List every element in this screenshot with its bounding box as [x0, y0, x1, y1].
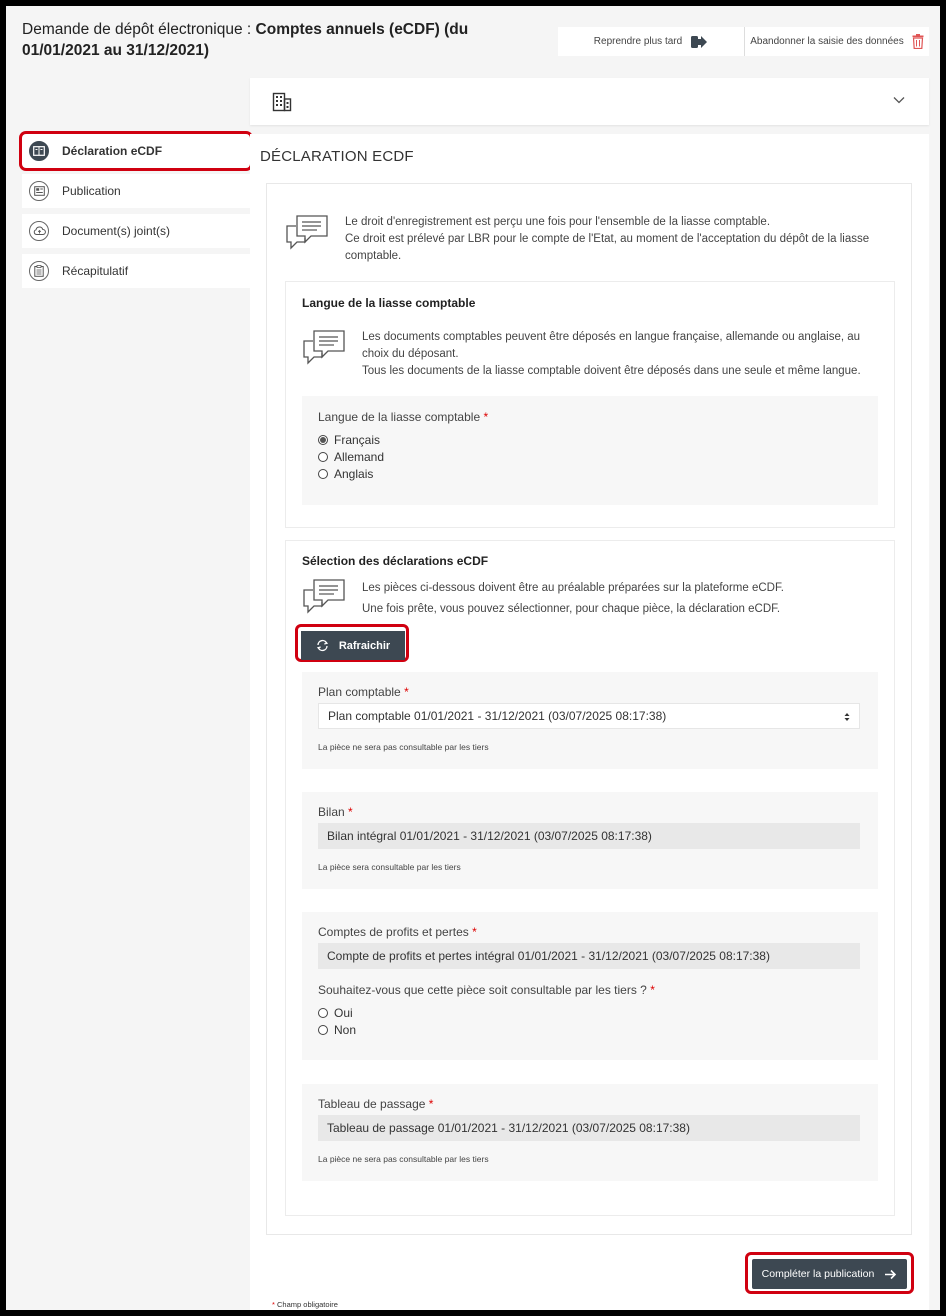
select-arrows-icon: [844, 712, 850, 722]
radio-non[interactable]: [318, 1023, 356, 1037]
plan-comptable-note: La pièce ne sera pas consultable par les tiers: [318, 742, 489, 752]
langue-field-label: [318, 410, 488, 424]
abandon-label: Abandonner la saisie des données: [750, 36, 904, 47]
complete-publication-button[interactable]: [752, 1259, 907, 1289]
passage-label-text: Tableau de passage: [318, 1097, 426, 1111]
main-content: [250, 134, 929, 1316]
refresh-button[interactable]: [301, 631, 405, 660]
radio-label: Français: [334, 433, 381, 447]
required-mark: *: [428, 1097, 434, 1111]
page-title-bold: Comptes annuels (eCDF) (du 01/01/2021 au 31/12/2021): [22, 21, 469, 59]
sidebar: [22, 134, 250, 294]
plan-comptable-field: [302, 672, 878, 769]
bilan-note: La pièce sera consultable par les tiers: [318, 862, 461, 872]
required-mark: *: [483, 410, 489, 424]
sidebar-item-label: Récapitulatif: [62, 264, 129, 278]
radio-circle[interactable]: [318, 1008, 328, 1018]
sidebar-item-publication[interactable]: [22, 174, 250, 208]
sidebar-item-label: Document(s) joint(s): [62, 224, 171, 238]
profits-pertes-label: [318, 925, 477, 939]
chat-icon: [302, 578, 346, 614]
sidebar-item-label: Publication: [62, 184, 121, 198]
tableau-passage-value: Tableau de passage 01/01/2021 - 31/12/2021 (03/07/2025 08:17:38): [327, 1121, 690, 1135]
complete-label: Compléter la publication: [761, 1268, 875, 1280]
header-actions: [558, 27, 929, 56]
plan-comptable-select[interactable]: [318, 703, 860, 729]
main-title: DÉCLARATION ECDF: [260, 148, 414, 165]
required-note: Champ obligatoire: [277, 1300, 338, 1309]
radio-label: Non: [334, 1023, 357, 1037]
selection-section-title: Sélection des déclarations eCDF: [302, 554, 489, 568]
plan-label-text: Plan comptable: [318, 685, 401, 699]
declaration-card: [266, 183, 912, 1235]
radio-label: Oui: [334, 1006, 353, 1020]
registration-info: [285, 214, 885, 265]
radio-circle[interactable]: [318, 1025, 328, 1035]
selection-info: [302, 578, 872, 620]
chevron-down-icon[interactable]: [893, 96, 905, 104]
sidebar-item-documents[interactable]: [22, 214, 250, 248]
cloud-upload-icon: [29, 221, 49, 241]
abandon-button[interactable]: [745, 27, 929, 56]
required-mark: *: [348, 805, 353, 819]
resume-later-label: Reprendre plus tard: [593, 36, 683, 47]
bilan-label-text: Bilan: [318, 805, 345, 819]
sidebar-item-label: Déclaration eCDF: [62, 144, 163, 158]
consultable-question: [318, 983, 655, 997]
registration-info-line1: Le droit d'enregistrement est perçu une fois pour l'ensemble de la liasse comptable.: [345, 216, 771, 228]
profits-label-text: Comptes de profits et pertes: [318, 925, 469, 939]
profits-pertes-input: [318, 943, 860, 969]
required-footnote: [272, 1300, 338, 1309]
chat-icon: [302, 329, 346, 365]
radio-francais[interactable]: [318, 433, 380, 447]
page-title: [22, 19, 542, 61]
radio-circle[interactable]: [318, 469, 328, 479]
clipboard-icon: [29, 261, 49, 281]
plan-comptable-value: Plan comptable 01/01/2021 - 31/12/2021 (03/07/2025 08:17:38): [328, 709, 667, 723]
radio-label: Anglais: [334, 467, 374, 481]
required-mark: *: [272, 1300, 275, 1309]
selection-info-line1: Les pièces ci-dessous doivent être au préalable préparées sur la plateforme eCDF.: [362, 582, 784, 594]
bilan-input: [318, 823, 860, 849]
langue-section-title: Langue de la liasse comptable: [302, 296, 476, 310]
newspaper-icon: [29, 181, 49, 201]
question-text: Souhaitez-vous que cette pièce soit consultable par les tiers ?: [318, 983, 647, 997]
page-title-prefix: Demande de dépôt électronique :: [22, 21, 256, 38]
plan-comptable-label: [318, 685, 409, 699]
registration-info-line2: Ce droit est prélevé par LBR pour le compte de l'Etat, au moment de l'acceptation du dépôt de la liasse comptable.: [345, 233, 870, 262]
tableau-passage-note: La pièce ne sera pas consultable par les tiers: [318, 1154, 489, 1164]
chat-icon: [285, 214, 329, 250]
langue-info-line1: Les documents comptables peuvent être déposés en langue française, allemande ou anglaise, au choix du déposant.: [362, 331, 861, 360]
refresh-label: Rafraichir: [338, 639, 391, 652]
langue-info-line2: Tous les documents de la liasse comptable doivent être déposés dans une seule et même langue.: [362, 365, 861, 377]
bilan-value: Bilan intégral 01/01/2021 - 31/12/2021 (03/07/2025 08:17:38): [327, 829, 652, 843]
radio-anglais[interactable]: [318, 467, 373, 481]
selection-info-line2: Une fois prête, vous pouvez sélectionner, pour chaque pièce, la déclaration eCDF.: [362, 603, 781, 615]
radio-circle[interactable]: [318, 452, 328, 462]
radio-allemand[interactable]: [318, 450, 384, 464]
profits-pertes-value: Compte de profits et pertes intégral 01/01/2021 - 31/12/2021 (03/07/2025 08:17:38): [327, 949, 770, 963]
sidebar-item-recapitulatif[interactable]: [22, 254, 250, 288]
required-mark: *: [472, 925, 477, 939]
langue-field: [302, 396, 878, 505]
tableau-passage-label: [318, 1097, 433, 1111]
resume-later-button[interactable]: [558, 27, 745, 56]
refresh-icon: [316, 639, 329, 652]
radio-oui[interactable]: [318, 1006, 353, 1020]
required-mark: *: [650, 983, 655, 997]
form-icon: [29, 141, 49, 161]
radio-circle[interactable]: [318, 435, 328, 445]
company-panel[interactable]: [250, 78, 929, 125]
building-icon: [272, 92, 292, 112]
bilan-field: [302, 792, 878, 889]
tableau-passage-input: [318, 1115, 860, 1141]
exit-icon: [690, 35, 708, 49]
langue-label-text: Langue de la liasse comptable: [318, 410, 481, 424]
arrow-right-icon: [884, 1269, 897, 1280]
tableau-passage-field: [302, 1084, 878, 1181]
topbar: [6, 6, 940, 76]
required-mark: *: [404, 685, 409, 699]
bilan-label: [318, 805, 353, 819]
trash-icon: [912, 34, 924, 49]
langue-info: [302, 329, 872, 380]
radio-label: Allemand: [334, 450, 385, 464]
profits-pertes-field: [302, 912, 878, 1060]
langue-section: [285, 281, 895, 528]
sidebar-item-declaration-ecdf[interactable]: [22, 134, 250, 168]
